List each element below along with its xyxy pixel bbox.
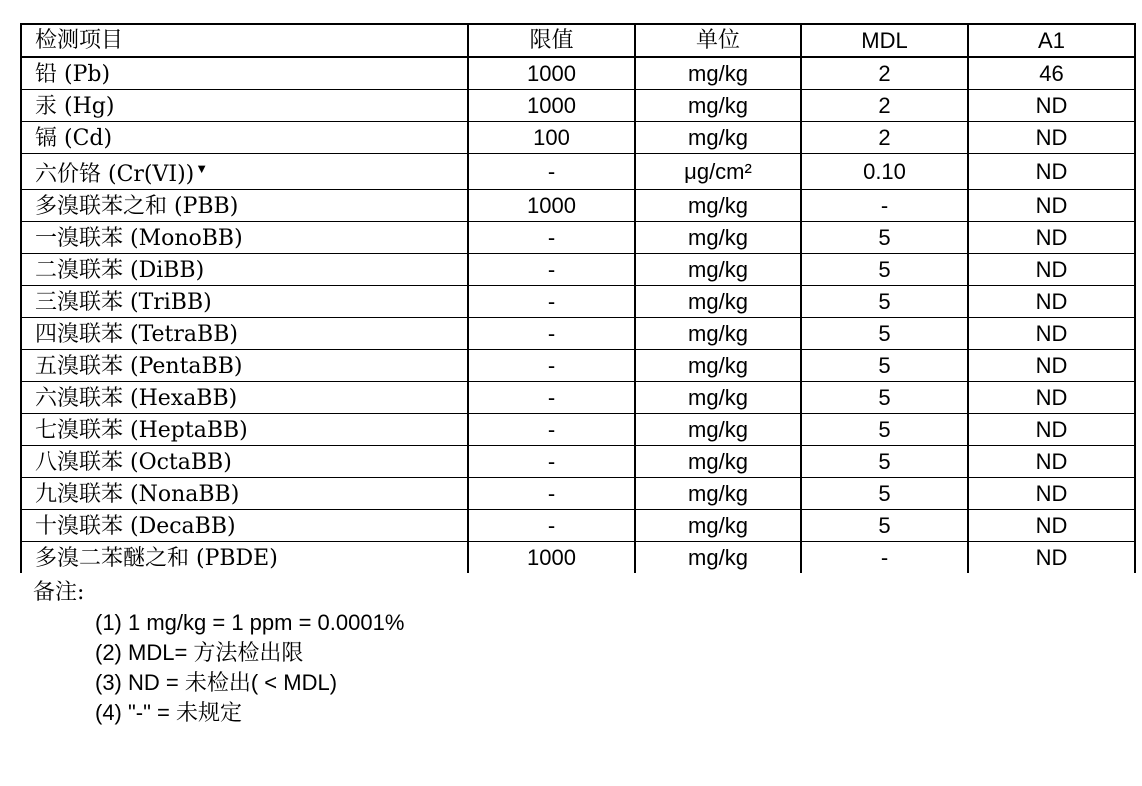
cell-unit: mg/kg [635,382,801,414]
cell-item-label: 多溴联苯之和 (PBB) [35,193,239,219]
cell-item-label: 五溴联苯 (PentaBB) [35,353,243,379]
cell-a1: ND [968,190,1135,222]
footnote-triangle-mark: ▼ [195,161,209,176]
cell-item [21,254,468,286]
cell-unit: mg/kg [635,350,801,382]
cell-limit: 1000 [468,190,635,222]
cell-unit: mg/kg [635,446,801,478]
header-row [21,24,1135,57]
cell-item [21,350,468,382]
table-row [21,382,1135,414]
table-row [21,222,1135,254]
cell-unit: mg/kg [635,510,801,542]
table-row [21,190,1135,222]
cell-a1: ND [968,318,1135,350]
cell-mdl: 2 [801,122,968,154]
cell-item-label: 二溴联苯 (DiBB) [35,257,205,283]
cell-limit: - [468,286,635,318]
cell-unit: mg/kg [635,478,801,510]
cell-limit: 1000 [468,57,635,90]
header-limit: 限值 [468,24,635,57]
cell-limit: - [468,318,635,350]
cell-a1: ND [968,510,1135,542]
cell-unit: mg/kg [635,254,801,286]
table-header [21,24,1135,57]
note-item: (4) "-" = 未规定 [95,700,243,725]
notes-list [33,608,404,728]
cell-item [21,318,468,350]
cell-mdl: - [801,190,968,222]
cell-item-label: 九溴联苯 (NonaBB) [35,481,240,507]
cell-item [21,446,468,478]
cell-item-label: 七溴联苯 (HeptaBB) [35,417,248,443]
cell-mdl: 5 [801,478,968,510]
cell-a1: ND [968,122,1135,154]
cell-item-label: 十溴联苯 (DecaBB) [35,513,236,539]
cell-limit: - [468,154,635,190]
header-mdl: MDL [801,24,968,57]
cell-limit: - [468,350,635,382]
cell-a1: 46 [968,57,1135,90]
cell-item [21,510,468,542]
table-row [21,318,1135,350]
header-unit: 单位 [635,24,801,57]
table-row [21,478,1135,510]
cell-a1: ND [968,222,1135,254]
cell-mdl: 5 [801,222,968,254]
cell-limit: 100 [468,122,635,154]
cell-mdl: 5 [801,254,968,286]
table-row [21,542,1135,574]
cell-item [21,414,468,446]
table-row [21,122,1135,154]
notes-section [33,578,404,728]
table-row [21,286,1135,318]
cell-a1: ND [968,254,1135,286]
cell-item [21,154,468,190]
cell-limit: - [468,254,635,286]
cell-unit: mg/kg [635,222,801,254]
cell-limit: - [468,414,635,446]
table-body [21,57,1135,573]
cell-limit: - [468,510,635,542]
cell-mdl: 0.10 [801,154,968,190]
table-row [21,350,1135,382]
cell-item-label: 六价铬 (Cr(VI)) [35,162,195,187]
note-item: (3) ND = 未检出( < MDL) [95,670,338,695]
cell-unit: mg/kg [635,318,801,350]
cell-mdl: 5 [801,382,968,414]
cell-item [21,222,468,254]
cell-a1: ND [968,90,1135,122]
table-row [21,510,1135,542]
cell-item [21,90,468,122]
cell-unit: μg/cm² [635,154,801,190]
cell-a1: ND [968,382,1135,414]
cell-a1: ND [968,350,1135,382]
table-row [21,90,1135,122]
cell-mdl: 5 [801,286,968,318]
cell-unit: mg/kg [635,542,801,574]
cell-mdl: 2 [801,90,968,122]
cell-item-label: 铅 (Pb) [35,61,111,87]
header-item: 检测项目 [21,24,468,57]
cell-item-label: 三溴联苯 (TriBB) [35,289,212,315]
notes-title: 备注: [33,580,85,605]
cell-item-label: 六溴联苯 (HexaBB) [35,385,238,411]
cell-limit: - [468,382,635,414]
cell-mdl: 5 [801,318,968,350]
cell-item [21,122,468,154]
cell-item-label: 汞 (Hg) [35,93,115,119]
cell-unit: mg/kg [635,122,801,154]
cell-a1: ND [968,542,1135,574]
cell-mdl: 5 [801,510,968,542]
note-item: (1) 1 mg/kg = 1 ppm = 0.0001% [95,610,405,635]
table-row [21,254,1135,286]
cell-item-label: 多溴二苯醚之和 (PBDE) [35,545,278,571]
cell-unit: mg/kg [635,90,801,122]
cell-item-label: 镉 (Cd) [35,125,113,151]
cell-unit: mg/kg [635,57,801,90]
cell-limit: 1000 [468,90,635,122]
test-results-table [20,23,1136,573]
cell-mdl: 5 [801,446,968,478]
cell-mdl: 5 [801,350,968,382]
cell-mdl: - [801,542,968,574]
cell-unit: mg/kg [635,190,801,222]
cell-limit: - [468,222,635,254]
cell-limit: - [468,478,635,510]
table-row [21,414,1135,446]
cell-a1: ND [968,414,1135,446]
cell-item-label: 四溴联苯 (TetraBB) [35,321,238,347]
cell-unit: mg/kg [635,286,801,318]
cell-item [21,478,468,510]
cell-a1: ND [968,154,1135,190]
cell-item-label: 一溴联苯 (MonoBB) [35,225,243,251]
cell-item [21,286,468,318]
cell-mdl: 5 [801,414,968,446]
cell-item [21,57,468,90]
table-row [21,154,1135,190]
cell-item [21,382,468,414]
cell-item [21,542,468,574]
cell-unit: mg/kg [635,414,801,446]
header-a1: A1 [968,24,1135,57]
cell-limit: 1000 [468,542,635,574]
cell-limit: - [468,446,635,478]
cell-a1: ND [968,446,1135,478]
cell-item [21,190,468,222]
cell-a1: ND [968,286,1135,318]
note-item: (2) MDL= 方法检出限 [95,640,304,665]
cell-mdl: 2 [801,57,968,90]
cell-a1: ND [968,478,1135,510]
table-row [21,57,1135,90]
cell-item-label: 八溴联苯 (OctaBB) [35,449,232,475]
table-row [21,446,1135,478]
